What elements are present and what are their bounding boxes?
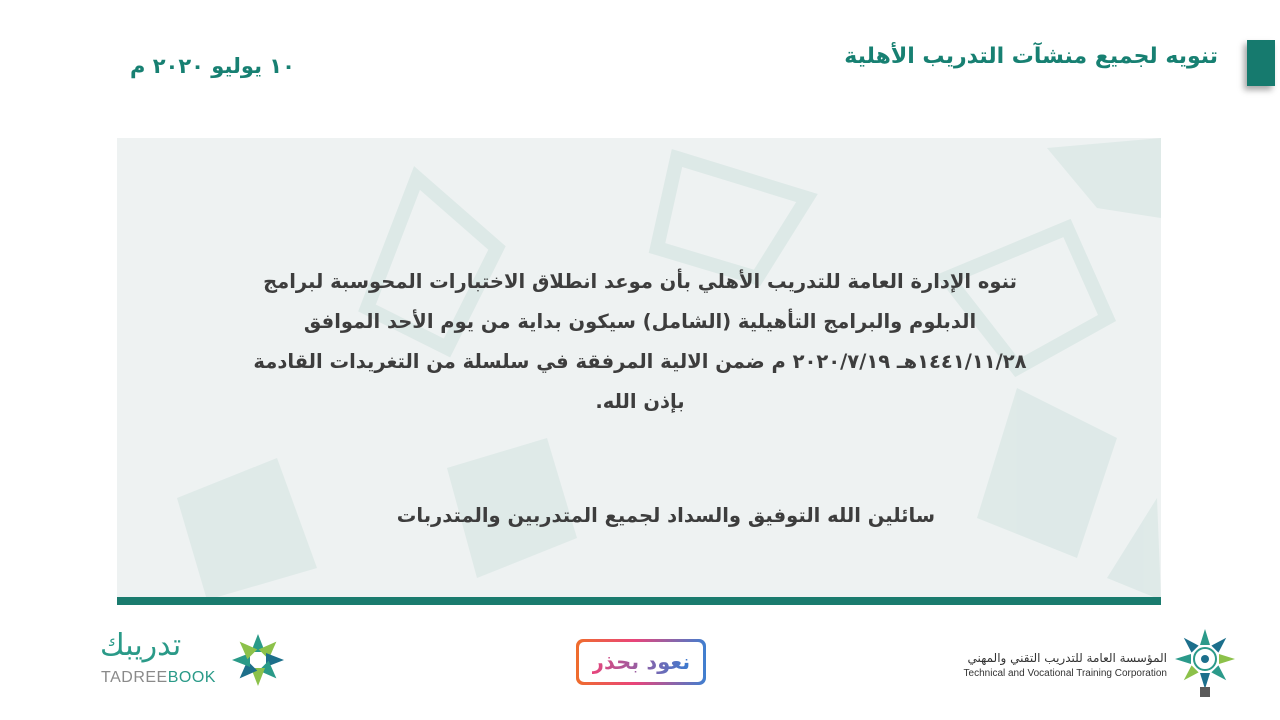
announcement-line: الدبلوم والبرامج التأهيلية (الشامل) سيكون بداية من يوم الأحد الموافق xyxy=(303,310,977,333)
campaign-label: نعود بحذر xyxy=(591,650,691,674)
page-title: تنويه لجميع منشآت التدريب الأهلية xyxy=(844,44,1218,69)
announcement-body xyxy=(150,262,1130,422)
tvtc-name-arabic: المؤسسة العامة للتدريب التقني والمهني xyxy=(967,651,1167,665)
announcement-date: ١٠ يوليو ٢٠٢٠ م xyxy=(130,54,295,78)
tadreebook-star-icon xyxy=(230,632,286,688)
panel-bottom-bar xyxy=(117,597,1161,605)
announcement-line: بإذن الله. xyxy=(595,390,685,413)
closing-line: سائلين الله التوفيق والسداد لجميع المتدربين والمتدربات xyxy=(396,504,935,527)
announcement-line: تنوه الإدارة العامة للتدريب الأهلي بأن موعد انطلاق الاختبارات المحوسبة لبرامج xyxy=(263,270,1017,293)
campaign-badge xyxy=(576,639,706,685)
tvtc-name-english: Technical and Vocational Training Corporation xyxy=(963,668,1167,679)
tvtc-logo-icon xyxy=(1172,627,1238,699)
header-accent-block xyxy=(1247,40,1275,86)
tadreebook-name-arabic: تدريبك xyxy=(100,628,182,663)
announcement-line: ١٤٤١/١١/٢٨هـ ٢٠٢٠/٧/١٩ م ضمن الالية المرفقة في سلسلة من التغريدات القادمة xyxy=(253,350,1027,373)
tadreebook-name-english: TADREEBOOK xyxy=(101,669,216,686)
